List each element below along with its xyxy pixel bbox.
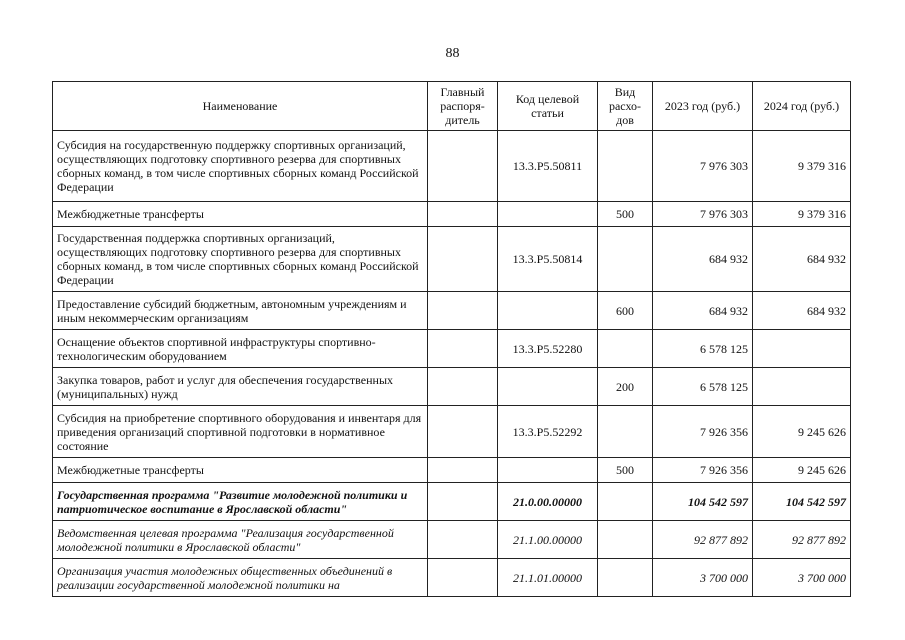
- row-admin: [428, 227, 498, 292]
- row-2023: 7 976 303: [653, 202, 753, 227]
- table-row: [53, 406, 851, 458]
- row-code: 13.3.P5.52292: [498, 406, 598, 458]
- row-admin: [428, 458, 498, 483]
- row-name: Государственная поддержка спортивных организаций, осуществляющих подготовку спортивного резерва для спортивных сборных команд, в том числе спортивных сборных команд Российской Федерации: [53, 227, 428, 292]
- row-2024: 3 700 000: [753, 559, 851, 597]
- row-vid: 200: [598, 368, 653, 406]
- row-name: Оснащение объектов спортивной инфраструктуры спортивно-технологическим оборудованием: [53, 330, 428, 368]
- row-2023: 7 926 356: [653, 458, 753, 483]
- row-admin: [428, 202, 498, 227]
- row-name: Межбюджетные трансферты: [53, 202, 428, 227]
- table-row: [53, 292, 851, 330]
- header-2024: 2024 год (руб.): [753, 82, 851, 131]
- table-row: [53, 330, 851, 368]
- row-name: Предоставление субсидий бюджетным, автономным учреждениям и иным некоммерческим организациям: [53, 292, 428, 330]
- table-row: [53, 559, 851, 597]
- row-2023: 684 932: [653, 227, 753, 292]
- row-code: 21.1.00.00000: [498, 521, 598, 559]
- row-code: 13.3.P5.52280: [498, 330, 598, 368]
- row-vid: 500: [598, 458, 653, 483]
- row-name: Организация участия молодежных общественных объединений в реализации государственной молодежной политики на: [53, 559, 428, 597]
- row-code: [498, 458, 598, 483]
- table-row: [53, 521, 851, 559]
- row-2024: 9 245 626: [753, 458, 851, 483]
- header-2023: 2023 год (руб.): [653, 82, 753, 131]
- row-admin: [428, 406, 498, 458]
- row-vid: [598, 131, 653, 202]
- row-2024: 104 542 597: [753, 483, 851, 521]
- row-2024: [753, 368, 851, 406]
- row-vid: [598, 483, 653, 521]
- row-2023: 6 578 125: [653, 368, 753, 406]
- table-row: [53, 227, 851, 292]
- row-2024: 9 379 316: [753, 131, 851, 202]
- row-2024: 9 379 316: [753, 202, 851, 227]
- row-2023: 3 700 000: [653, 559, 753, 597]
- table-row: [53, 458, 851, 483]
- header-code: Код целевой статьи: [498, 82, 598, 131]
- row-admin: [428, 559, 498, 597]
- header-vid: Вид расхо-дов: [598, 82, 653, 131]
- row-vid: [598, 330, 653, 368]
- row-vid: [598, 521, 653, 559]
- row-admin: [428, 483, 498, 521]
- row-name: Субсидия на государственную поддержку спортивных организаций, осуществляющих подготовку спортивного резерва для спортивных сборных команд, в том числе спортивных сборных команд Российской Федерации: [53, 131, 428, 202]
- row-admin: [428, 292, 498, 330]
- row-vid: 500: [598, 202, 653, 227]
- row-name: Субсидия на приобретение спортивного оборудования и инвентаря для приведения организаций спортивной подготовки в нормативное состояние: [53, 406, 428, 458]
- row-code: [498, 368, 598, 406]
- row-2024: 684 932: [753, 292, 851, 330]
- header-admin: Главный распоря-дитель: [428, 82, 498, 131]
- row-2023: 92 877 892: [653, 521, 753, 559]
- row-2023: 7 976 303: [653, 131, 753, 202]
- row-vid: [598, 406, 653, 458]
- table-row: [53, 131, 851, 202]
- row-code: [498, 292, 598, 330]
- row-2023: 684 932: [653, 292, 753, 330]
- row-vid: [598, 559, 653, 597]
- row-name: Ведомственная целевая программа "Реализация государственной молодежной политики в Ярославской области": [53, 521, 428, 559]
- page-number: 88: [445, 46, 460, 61]
- row-2024: 92 877 892: [753, 521, 851, 559]
- row-admin: [428, 131, 498, 202]
- row-vid: 600: [598, 292, 653, 330]
- table-row: [53, 483, 851, 521]
- row-2024: [753, 330, 851, 368]
- table-header-row: [53, 82, 851, 131]
- table-row: [53, 202, 851, 227]
- row-2023: 7 926 356: [653, 406, 753, 458]
- row-vid: [598, 227, 653, 292]
- row-code: 21.1.01.00000: [498, 559, 598, 597]
- row-admin: [428, 521, 498, 559]
- row-name: Закупка товаров, работ и услуг для обеспечения государственных (муниципальных) нужд: [53, 368, 428, 406]
- row-admin: [428, 368, 498, 406]
- row-code: 13.3.P5.50811: [498, 131, 598, 202]
- row-code: 13.3.P5.50814: [498, 227, 598, 292]
- row-name: Государственная программа "Развитие молодежной политики и патриотическое воспитание в Ярославской области": [53, 483, 428, 521]
- row-2023: 104 542 597: [653, 483, 753, 521]
- budget-table: [52, 81, 851, 597]
- row-2023: 6 578 125: [653, 330, 753, 368]
- row-2024: 9 245 626: [753, 406, 851, 458]
- row-name: Межбюджетные трансферты: [53, 458, 428, 483]
- row-code: 21.0.00.00000: [498, 483, 598, 521]
- row-code: [498, 202, 598, 227]
- table-row: [53, 368, 851, 406]
- header-name: Наименование: [53, 82, 428, 131]
- row-2024: 684 932: [753, 227, 851, 292]
- row-admin: [428, 330, 498, 368]
